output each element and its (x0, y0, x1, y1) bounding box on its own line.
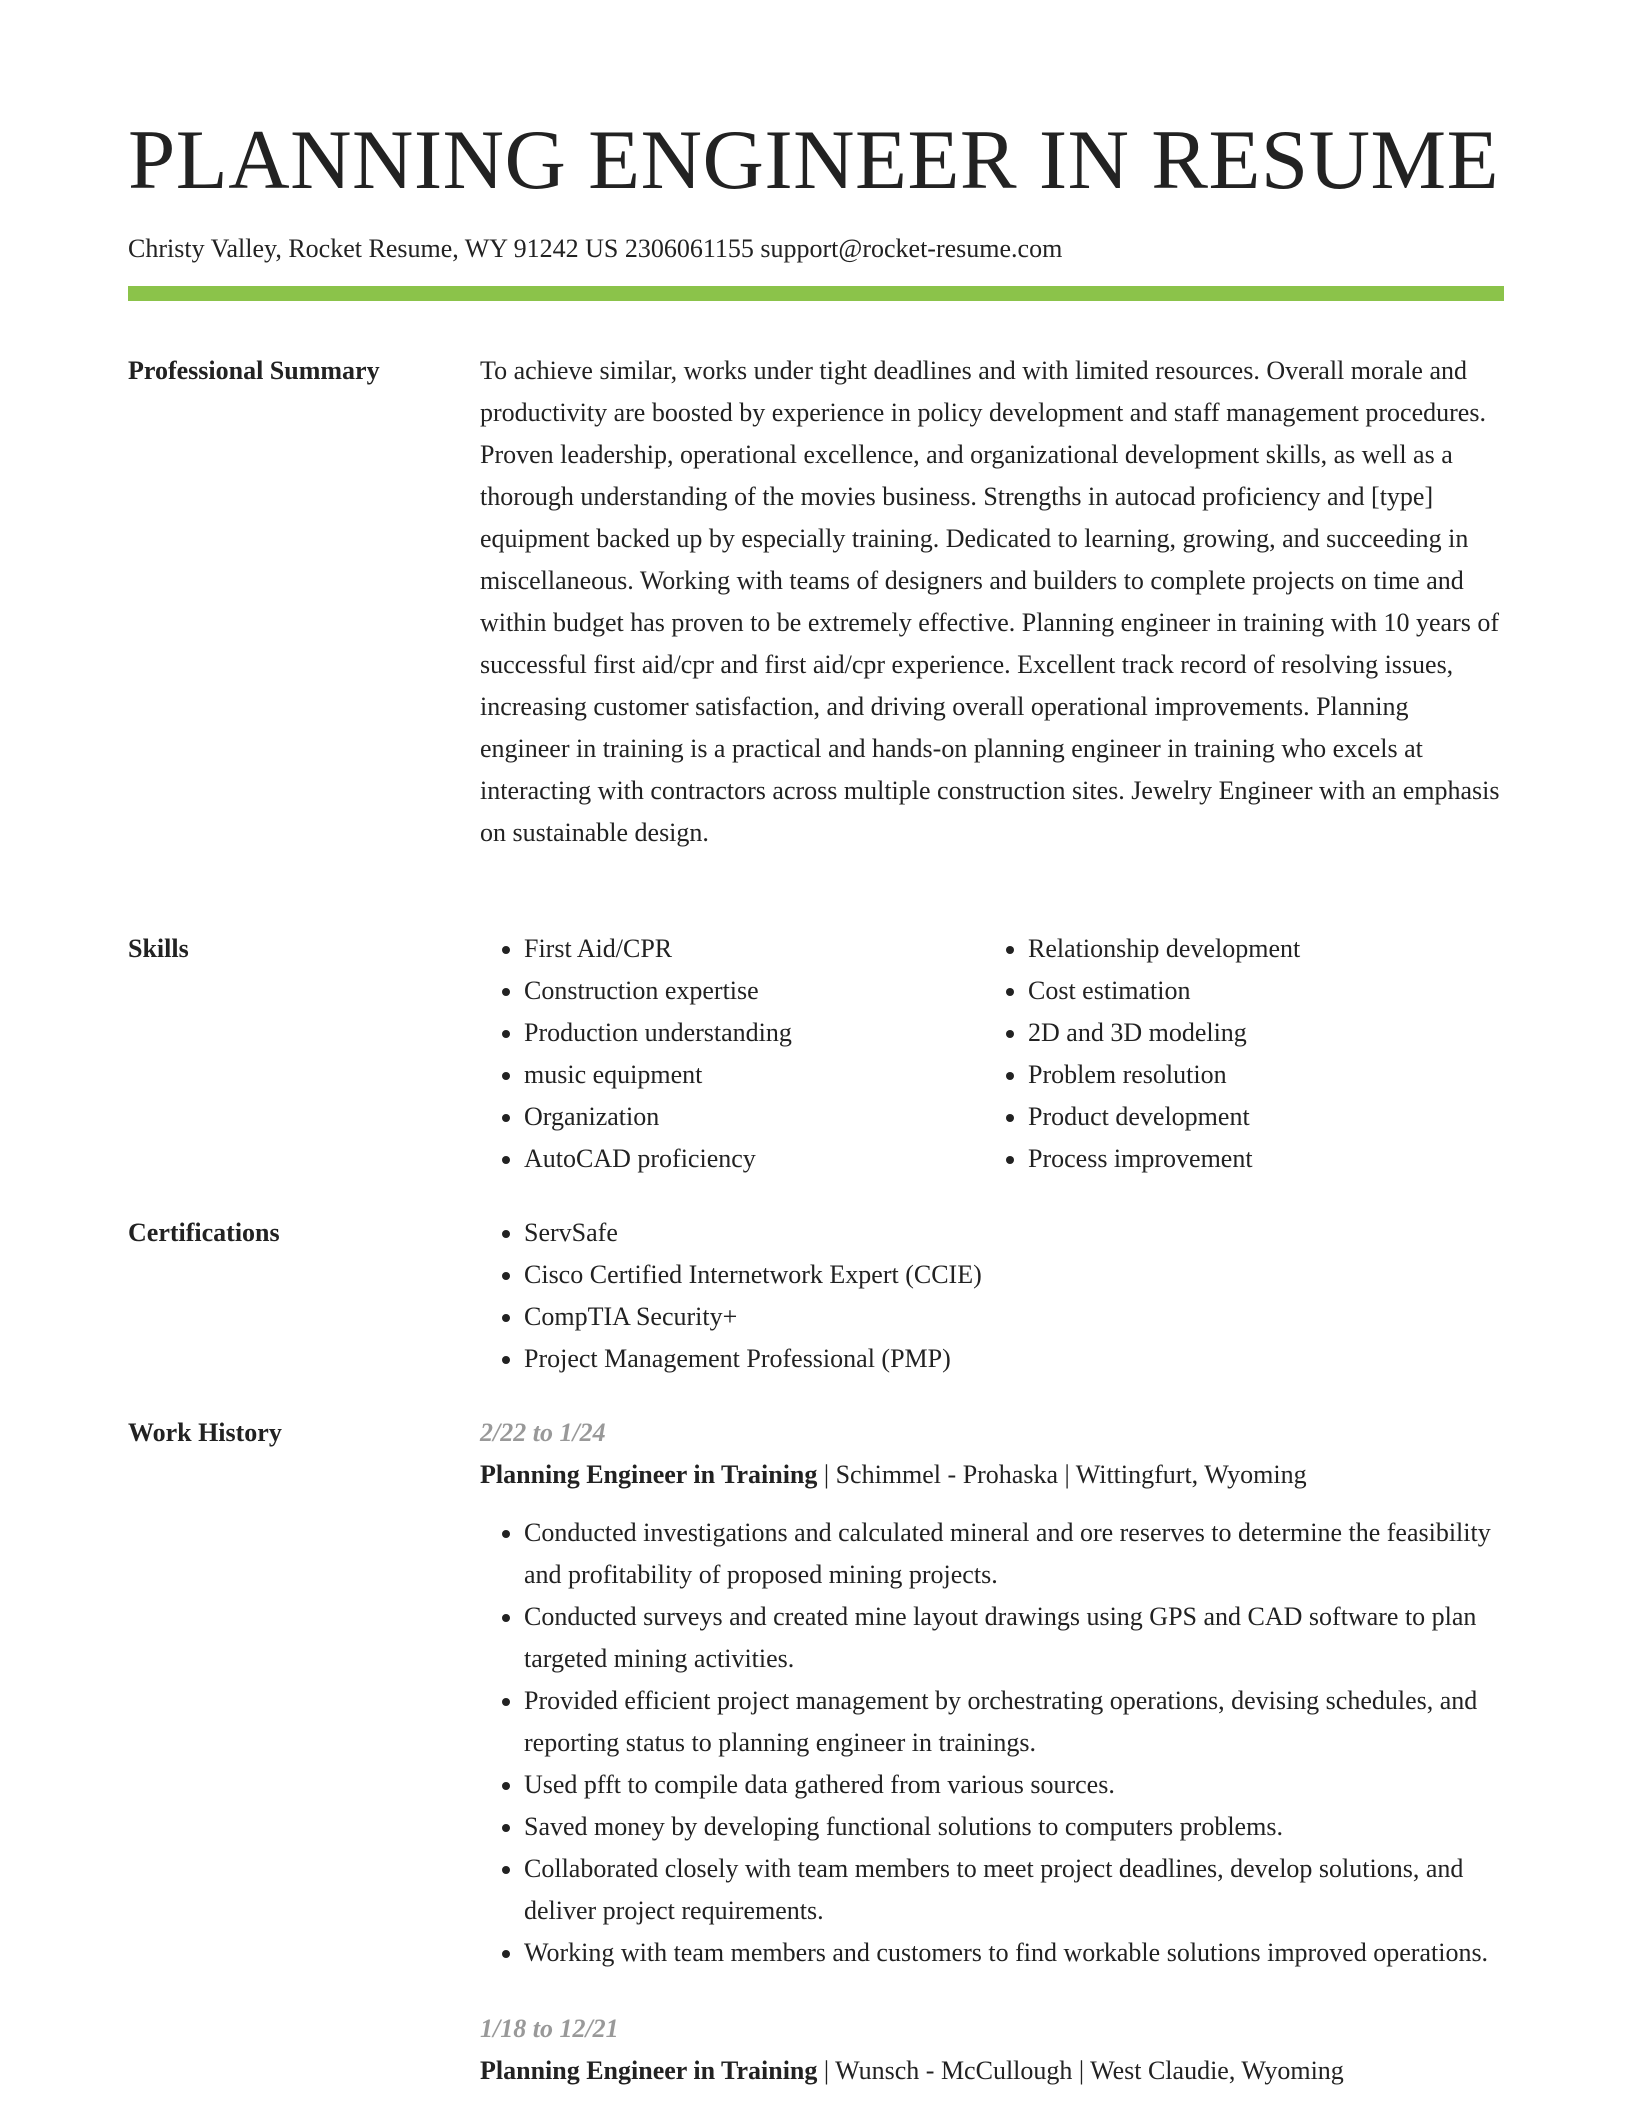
skill-item: • Cost estimation (1028, 970, 1488, 1012)
job-bullet: • Conducted surveys and created mine layout drawings using GPS and CAD software to plan targeted mining activities. (524, 1596, 1504, 1680)
job-bullets (480, 1512, 1504, 1974)
job-details: | Schimmel - Prohaska | Wittingfurt, Wyoming (817, 1460, 1307, 1489)
skill-item: • Problem resolution (1028, 1054, 1488, 1096)
skills-body (480, 928, 1504, 1180)
job-bullet: • Saved money by developing functional solutions to computers problems. (524, 1806, 1504, 1848)
summary-heading: Professional Summary (128, 356, 380, 385)
job-bullet: • Collaborated closely with team members to meet project deadlines, develop solutions, and deliver project requirements. (524, 1848, 1504, 1932)
skill-item: • Relationship development (1028, 928, 1488, 970)
job-title: Planning Engineer in Training (480, 1460, 818, 1489)
certification-item: • ServSafe (524, 1212, 1504, 1254)
certifications-heading: Certifications (128, 1218, 280, 1247)
skills-heading: Skills (128, 934, 189, 963)
header-divider (128, 286, 1504, 301)
summary-body (480, 350, 1504, 854)
skill-item: • Process improvement (1028, 1138, 1488, 1180)
skill-item: • AutoCAD proficiency (524, 1138, 984, 1180)
job-bullet: • Provided efficient project management by orchestrating operations, devising schedules, and reporting status to planning engineer in trainings. (524, 1680, 1504, 1764)
job-entry (480, 2008, 1504, 2092)
skill-item: • First Aid/CPR (524, 928, 984, 970)
skill-item: • Organization (524, 1096, 984, 1138)
skill-item: • 2D and 3D modeling (1028, 1012, 1488, 1054)
job-bullet: • Used pfft to compile data gathered from various sources. (524, 1764, 1504, 1806)
skills-list-left (480, 928, 984, 1180)
job-date: 1/18 to 12/21 (480, 2014, 619, 2043)
job-bullet: • Conducted investigations and calculated mineral and ore reserves to determine the feasibility and profitability of proposed mining projects. (524, 1512, 1504, 1596)
skill-item: • Production understanding (524, 1012, 984, 1054)
job-bullet: • Working with team members and customers to find workable solutions improved operations. (524, 1932, 1504, 1974)
certifications-body (480, 1212, 1504, 1380)
certifications-list (480, 1212, 1504, 1380)
skill-item: • music equipment (524, 1054, 984, 1096)
work-history-heading: Work History (128, 1418, 282, 1447)
job-header (480, 1454, 1504, 1496)
job-date: 2/22 to 1/24 (480, 1418, 606, 1447)
certification-item: • Cisco Certified Internetwork Expert (CCIE) (524, 1254, 1504, 1296)
skill-item: • Product development (1028, 1096, 1488, 1138)
summary-text: To achieve similar, works under tight deadlines and with limited resources. Overall morale and productivity are boosted by experience in policy development and staff management procedures. Proven leadership, operational excellence, and organizational development skills, as well as a thorough understanding of the movies business. Strengths in autocad proficiency and [type] equipment backed up by especially training. Dedicated to learning, growing, and succeeding in miscellaneous. Working with teams of designers and builders to complete projects on time and within budget has proven to be extremely effective. Planning engineer in training with 10 years of successful first aid/cpr and first aid/cpr experience. Excellent track record of resolving issues, increasing customer satisfaction, and driving overall operational improvements. Planning engineer in training is a practical and hands-on planning engineer in training who excels at interacting with contractors across multiple construction sites. Jewelry Engineer with an emphasis on sustainable design. (480, 356, 1500, 847)
skill-item: • Construction expertise (524, 970, 984, 1012)
certification-item: • Project Management Professional (PMP) (524, 1338, 1504, 1380)
contact-line: Christy Valley, Rocket Resume, WY 91242 US 2306061155 support@rocket-resume.com (128, 234, 1063, 263)
work-history-body (480, 1412, 1504, 2092)
job-details: | Wunsch - McCullough | West Claudie, Wyoming (817, 2056, 1344, 2085)
job-title: Planning Engineer in Training (480, 2056, 818, 2085)
job-header (480, 2050, 1504, 2092)
skills-list-right (984, 928, 1488, 1180)
job-entry (480, 1412, 1504, 1974)
resume-name: PLANNING ENGINEER IN RESUME (128, 113, 1500, 207)
certification-item: • CompTIA Security+ (524, 1296, 1504, 1338)
